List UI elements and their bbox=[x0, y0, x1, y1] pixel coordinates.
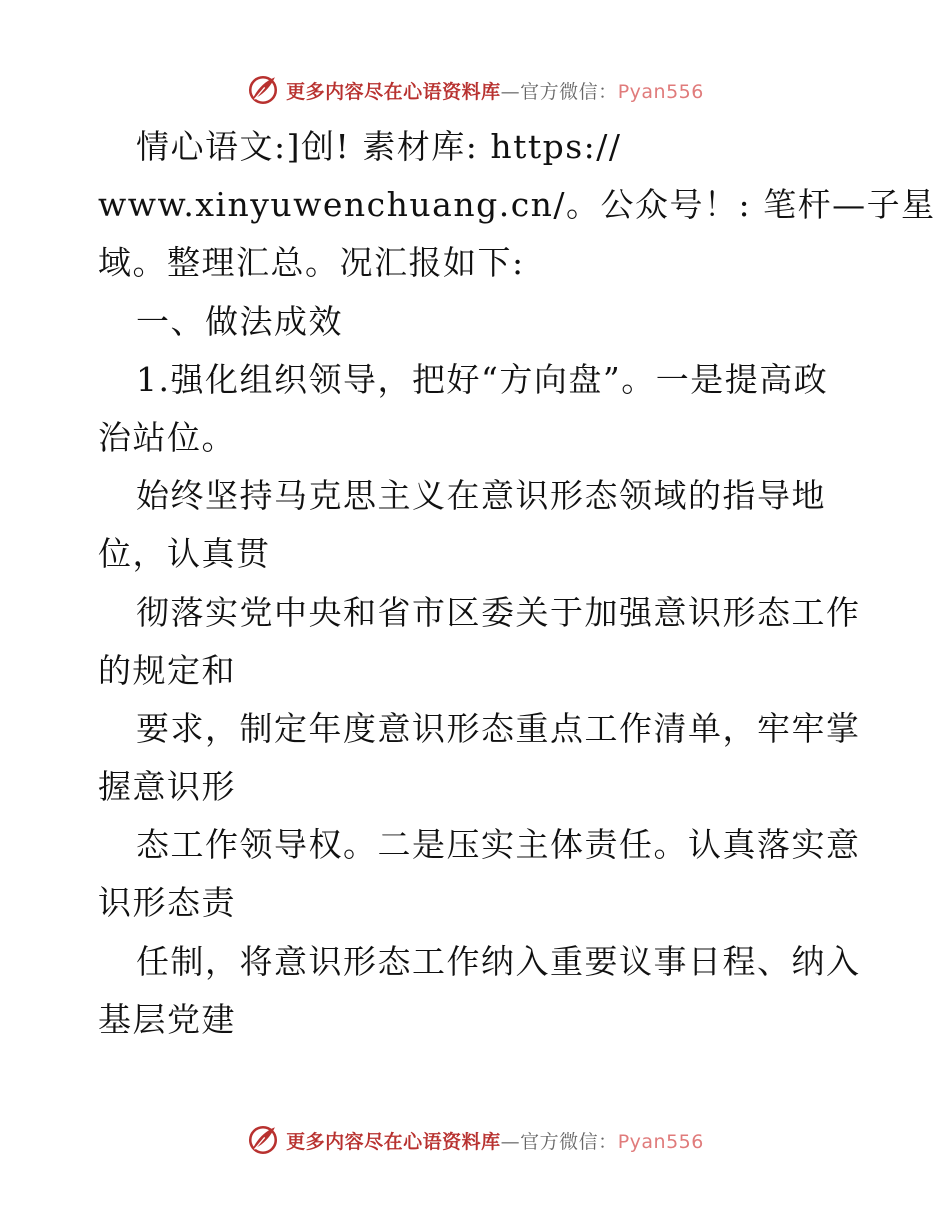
watermark-dash: — bbox=[500, 80, 521, 103]
section-heading: 一、做法成效 bbox=[136, 301, 343, 341]
text-line: 态工作领导权。二是压实主体责任。认真落实意 bbox=[136, 825, 861, 865]
text-line: 情心语文:]创! 素材库: https:// bbox=[136, 127, 622, 166]
document-body bbox=[98, 118, 936, 1049]
watermark-wechat-id: Pyan556 bbox=[617, 80, 704, 103]
watermark-text bbox=[286, 1127, 704, 1154]
quill-pen-logo-icon bbox=[246, 1123, 280, 1157]
text-line: 基层党建 bbox=[98, 999, 236, 1039]
text-line: www.xinyuwenchuang.cn/。公众号！: 笔杆—子星 bbox=[98, 185, 936, 225]
watermark-lead: 更多内容尽在心语资料库 bbox=[286, 1130, 501, 1153]
watermark-wechat-label: 官方微信： bbox=[520, 1130, 618, 1153]
text-line: 域。整理汇总。况汇报如下: bbox=[98, 243, 525, 283]
text-line: 治站位。 bbox=[98, 417, 236, 457]
watermark-banner-bottom bbox=[0, 1120, 950, 1160]
watermark-wechat-id: Pyan556 bbox=[617, 1130, 704, 1153]
text-line: 位，认真贯 bbox=[98, 534, 271, 574]
text-line: 始终坚持马克思主义在意识形态领域的指导地 bbox=[136, 476, 826, 516]
watermark-banner-top bbox=[0, 70, 950, 110]
quill-pen-logo-icon bbox=[246, 73, 280, 107]
text-line: 握意识形 bbox=[98, 767, 236, 807]
text-line: 的规定和 bbox=[98, 650, 236, 690]
text-line: 1.强化组织领导，把好“方向盘”。一是提高政 bbox=[136, 359, 829, 399]
watermark-wechat-label: 官方微信： bbox=[520, 80, 618, 103]
watermark-dash: — bbox=[500, 1130, 521, 1153]
text-line: 识形态责 bbox=[98, 883, 236, 923]
text-line: 任制，将意识形态工作纳入重要议事日程、纳入 bbox=[136, 941, 861, 981]
text-line: 彻落实党中央和省市区委关于加强意识形态工作 bbox=[136, 592, 861, 632]
watermark-lead: 更多内容尽在心语资料库 bbox=[286, 80, 501, 103]
text-line: 要求，制定年度意识形态重点工作清单，牢牢掌 bbox=[136, 708, 861, 748]
watermark-text bbox=[286, 77, 704, 104]
